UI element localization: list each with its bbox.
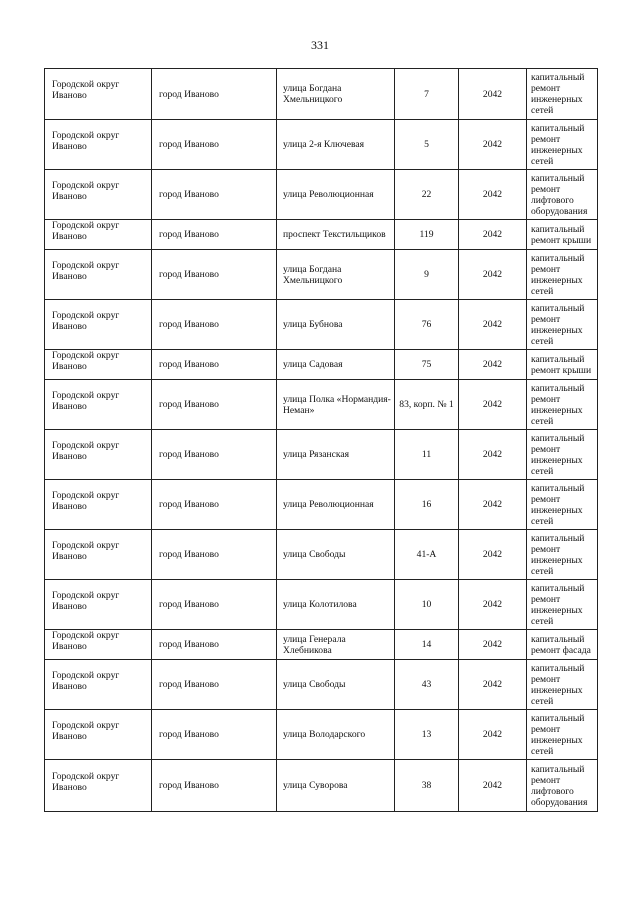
table-row	[45, 760, 598, 812]
cell-okrug	[45, 660, 152, 710]
cell-okrug	[45, 710, 152, 760]
cell-house: 41-А	[395, 530, 459, 580]
cell-street: проспект Текстильщиков	[277, 220, 395, 250]
cell-work-type: капитальный ремонт инженерных сетей	[527, 380, 598, 430]
cell-okrug	[45, 380, 152, 430]
cell-year: 2042	[459, 630, 527, 660]
okrug-text: Городской округ Иваново	[52, 389, 120, 412]
cell-house: 7	[395, 69, 459, 120]
cell-city: город Иваново	[152, 630, 277, 660]
cell-work-type: капитальный ремонт инженерных сетей	[527, 530, 598, 580]
table-row	[45, 300, 598, 350]
cell-street: улица Колотилова	[277, 580, 395, 630]
cell-house: 119	[395, 220, 459, 250]
cell-street: улица Рязанская	[277, 430, 395, 480]
okrug-text: Городской округ Иваново	[52, 439, 120, 462]
cell-okrug	[45, 350, 152, 380]
cell-work-type: капитальный ремонт крыши	[527, 220, 598, 250]
table-row	[45, 630, 598, 660]
cell-house: 75	[395, 350, 459, 380]
cell-year: 2042	[459, 220, 527, 250]
cell-city: город Иваново	[152, 300, 277, 350]
cell-city: город Иваново	[152, 170, 277, 220]
okrug-text: Городской округ Иваново	[52, 129, 120, 152]
cell-street: улица Суворова	[277, 760, 395, 812]
cell-work-type: капитальный ремонт инженерных сетей	[527, 430, 598, 480]
cell-work-type: капитальный ремонт фасада	[527, 630, 598, 660]
cell-city: город Иваново	[152, 760, 277, 812]
cell-house: 76	[395, 300, 459, 350]
cell-work-type: капитальный ремонт инженерных сетей	[527, 580, 598, 630]
cell-work-type: капитальный ремонт инженерных сетей	[527, 300, 598, 350]
okrug-text: Городской округ Иваново	[52, 770, 120, 793]
cell-year: 2042	[459, 250, 527, 300]
cell-year: 2042	[459, 480, 527, 530]
cell-year: 2042	[459, 760, 527, 812]
okrug-text: Городской округ Иваново	[52, 79, 120, 101]
okrug-text: Городской округ Иваново	[52, 179, 120, 202]
cell-work-type: капитальный ремонт инженерных сетей	[527, 710, 598, 760]
cell-city: город Иваново	[152, 660, 277, 710]
cell-okrug	[45, 760, 152, 812]
cell-house: 10	[395, 580, 459, 630]
table-row	[45, 710, 598, 760]
cell-year: 2042	[459, 580, 527, 630]
okrug-text: Городской округ Иваново	[52, 489, 120, 512]
cell-work-type: капитальный ремонт крыши	[527, 350, 598, 380]
cell-okrug	[45, 480, 152, 530]
table-row	[45, 580, 598, 630]
cell-okrug	[45, 530, 152, 580]
cell-street: улица Свободы	[277, 660, 395, 710]
cell-street: улица Полка «Нормандия-Неман»	[277, 380, 395, 430]
cell-work-type: капитальный ремонт лифтового оборудования	[527, 170, 598, 220]
cell-okrug	[45, 430, 152, 480]
cell-house: 13	[395, 710, 459, 760]
cell-year: 2042	[459, 530, 527, 580]
cell-house: 9	[395, 250, 459, 300]
table-row	[45, 350, 598, 380]
cell-okrug	[45, 220, 152, 250]
cell-street: улица Богдана Хмельницкого	[277, 69, 395, 120]
cell-okrug	[45, 120, 152, 170]
cell-year: 2042	[459, 430, 527, 480]
table-row	[45, 170, 598, 220]
table-row	[45, 430, 598, 480]
cell-work-type: капитальный ремонт инженерных сетей	[527, 120, 598, 170]
cell-year: 2042	[459, 710, 527, 760]
okrug-text: Городской округ Иваново	[52, 309, 120, 332]
table-row	[45, 480, 598, 530]
cell-work-type: капитальный ремонт инженерных сетей	[527, 250, 598, 300]
cell-city: город Иваново	[152, 350, 277, 380]
cell-house: 22	[395, 170, 459, 220]
cell-house: 83, корп. № 1	[395, 380, 459, 430]
cell-city: город Иваново	[152, 69, 277, 120]
table-row	[45, 660, 598, 710]
cell-year: 2042	[459, 170, 527, 220]
cell-city: город Иваново	[152, 480, 277, 530]
cell-house: 38	[395, 760, 459, 812]
cell-street: улица 2-я Ключевая	[277, 120, 395, 170]
table-row	[45, 250, 598, 300]
cell-house: 11	[395, 430, 459, 480]
okrug-text: Городской округ Иваново	[52, 539, 120, 562]
cell-street: улица Богдана Хмельницкого	[277, 250, 395, 300]
cell-city: город Иваново	[152, 710, 277, 760]
okrug-text: Городской округ Иваново	[52, 589, 120, 612]
page-number: 331	[311, 38, 329, 52]
cell-year: 2042	[459, 350, 527, 380]
cell-okrug	[45, 300, 152, 350]
cell-year: 2042	[459, 300, 527, 350]
table-row	[45, 69, 598, 120]
cell-house: 5	[395, 120, 459, 170]
cell-city: город Иваново	[152, 430, 277, 480]
cell-city: город Иваново	[152, 220, 277, 250]
cell-year: 2042	[459, 660, 527, 710]
cell-city: город Иваново	[152, 120, 277, 170]
cell-year: 2042	[459, 380, 527, 430]
cell-house: 16	[395, 480, 459, 530]
cell-street: улица Бубнова	[277, 300, 395, 350]
cell-street: улица Революционная	[277, 480, 395, 530]
table-row	[45, 120, 598, 170]
cell-street: улица Садовая	[277, 350, 395, 380]
table-row	[45, 220, 598, 250]
cell-city: город Иваново	[152, 580, 277, 630]
cell-city: город Иваново	[152, 530, 277, 580]
okrug-text: Городской округ Иваново	[52, 719, 120, 742]
cell-okrug	[45, 630, 152, 660]
cell-work-type: капитальный ремонт лифтового оборудования	[527, 760, 598, 812]
okrug-text: Городской округ Иваново	[52, 259, 120, 282]
cell-okrug	[45, 69, 152, 120]
cell-year: 2042	[459, 120, 527, 170]
cell-city: город Иваново	[152, 250, 277, 300]
cell-work-type: капитальный ремонт инженерных сетей	[527, 69, 598, 120]
cell-okrug	[45, 580, 152, 630]
table-row	[45, 530, 598, 580]
okrug-text: Городской округ Иваново	[52, 629, 120, 652]
cell-work-type: капитальный ремонт инженерных сетей	[527, 480, 598, 530]
okrug-text: Городской округ Иваново	[52, 669, 120, 692]
cell-street: улица Володарского	[277, 710, 395, 760]
cell-okrug	[45, 170, 152, 220]
cell-year: 2042	[459, 69, 527, 120]
cell-house: 43	[395, 660, 459, 710]
cell-work-type: капитальный ремонт инженерных сетей	[527, 660, 598, 710]
okrug-text: Городской округ Иваново	[52, 219, 120, 242]
cell-okrug	[45, 250, 152, 300]
cell-street: улица Генерала Хлебникова	[277, 630, 395, 660]
repair-schedule-table	[44, 68, 598, 812]
cell-street: улица Свободы	[277, 530, 395, 580]
table-row	[45, 380, 598, 430]
cell-house: 14	[395, 630, 459, 660]
okrug-text: Городской округ Иваново	[52, 349, 120, 372]
cell-city: город Иваново	[152, 380, 277, 430]
cell-street: улица Революционная	[277, 170, 395, 220]
